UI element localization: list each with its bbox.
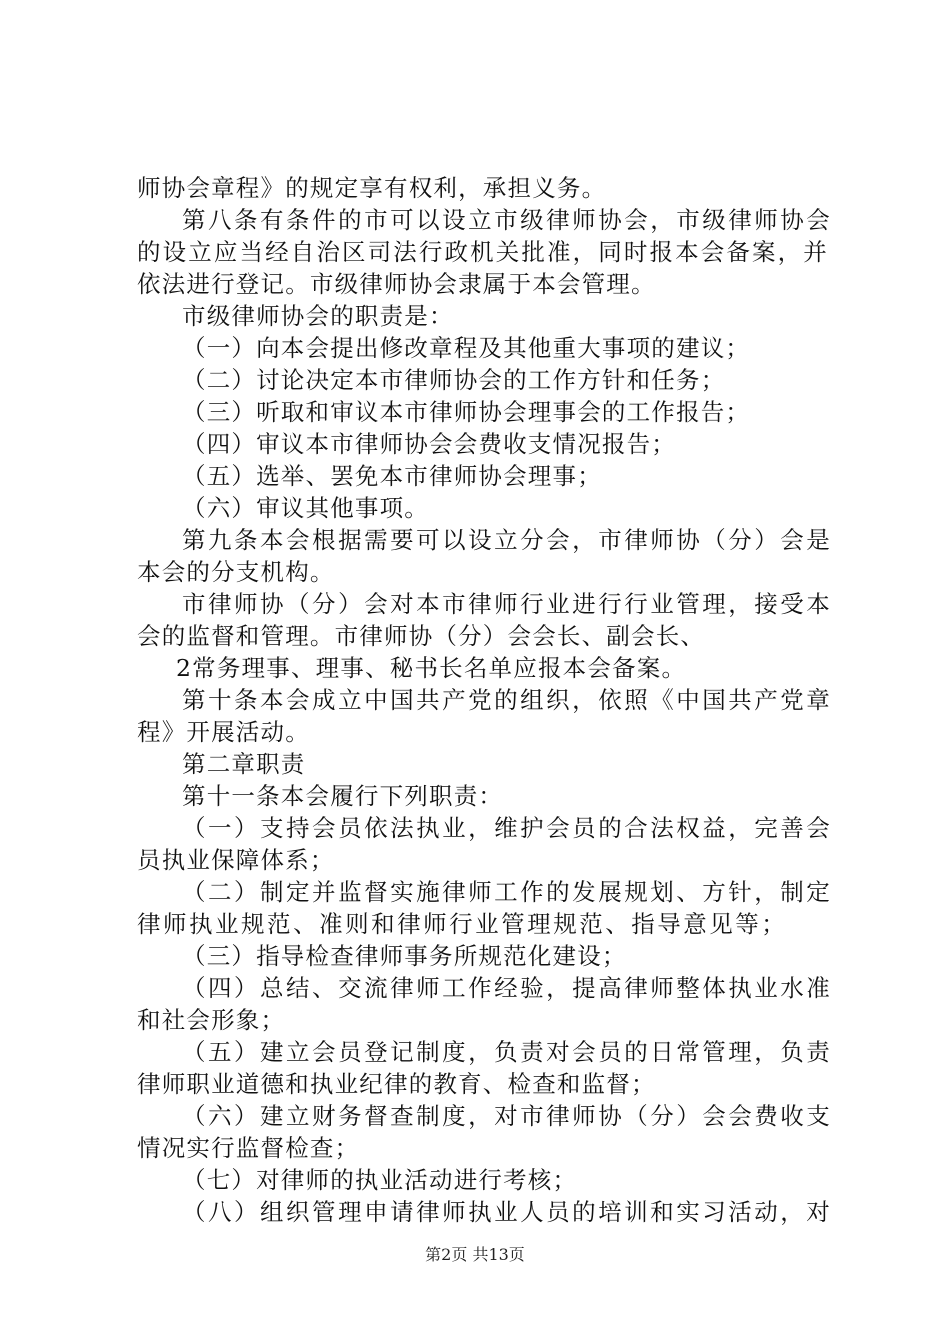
text-line: 第十条本会成立中国共产党的组织，依照《中国共产党章 (182, 686, 831, 714)
page-number-footer: 第2页 共13页 (425, 1245, 525, 1264)
text-line: （四）总结、交流律师工作经验，提高律师整体执业水准 (182, 974, 831, 1002)
text-line: （一）支持会员依法执业，维护会员的合法权益，完善会 (182, 814, 831, 842)
text-line: 师协会章程》的规定享有权利，承担义务。 (137, 174, 607, 202)
text-line: 会的监督和管理。市律师协（分）会会长、副会长、 (137, 622, 706, 650)
text-line: （四）审议本市律师协会会费收支情况报告； (182, 430, 676, 458)
text-line: （二）讨论决定本市律师协会的工作方针和任务； (182, 366, 726, 394)
text-line: 员执业保障体系； (137, 846, 335, 874)
text-line: 市律师协（分）会对本市律师行业进行行业管理，接受本 (182, 590, 831, 618)
text-line: 第九条本会根据需要可以设立分会，市律师协（分）会是 (182, 526, 831, 554)
text-line: （二）制定并监督实施律师工作的发展规划、方针，制定 (182, 878, 831, 906)
text-line: 依法进行登记。市级律师协会隶属于本会管理。 (137, 270, 656, 298)
text-line: （一）向本会提出修改章程及其他重大事项的建议； (182, 334, 751, 362)
text-line: （八）组织管理申请律师执业人员的培训和实习活动，对 (182, 1198, 831, 1226)
text-line: （三）听取和审议本市律师协会理事会的工作报告； (182, 398, 751, 426)
text-line: 2常务理事、理事、秘书长名单应报本会备案。 (176, 654, 687, 682)
text-line: 第八条有条件的市可以设立市级律师协会，市级律师协会 (182, 206, 831, 234)
text-line: （六）建立财务督查制度，对市律师协（分）会会费收支 (182, 1102, 831, 1130)
text-line: （三）指导检查律师事务所规范化建设； (182, 942, 627, 970)
text-line: （五）建立会员登记制度，负责对会员的日常管理，负责 (182, 1038, 831, 1066)
text-line: 第十一条本会履行下列职责： (182, 782, 504, 810)
text-line: （六）审议其他事项。 (182, 494, 429, 522)
text-line: 本会的分支机构。 (137, 558, 335, 586)
text-line: 律师执业规范、准则和律师行业管理规范、指导意见等； (137, 910, 786, 938)
text-line: 市级律师协会的职责是： (182, 302, 454, 330)
text-line: 程》开展活动。 (137, 718, 310, 746)
text-line: （七）对律师的执业活动进行考核； (182, 1166, 578, 1194)
text-line: 情况实行监督检查； (137, 1134, 360, 1162)
text-line: 的设立应当经自治区司法行政机关批准，同时报本会备案，并 (137, 238, 828, 266)
text-line: 和社会形象； (137, 1006, 286, 1034)
text-line: （五）选举、罢免本市律师协会理事； (182, 462, 602, 490)
section-heading: 第二章职责 (182, 750, 306, 778)
text-line: 律师职业道德和执业纪律的教育、检查和监督； (137, 1070, 656, 1098)
